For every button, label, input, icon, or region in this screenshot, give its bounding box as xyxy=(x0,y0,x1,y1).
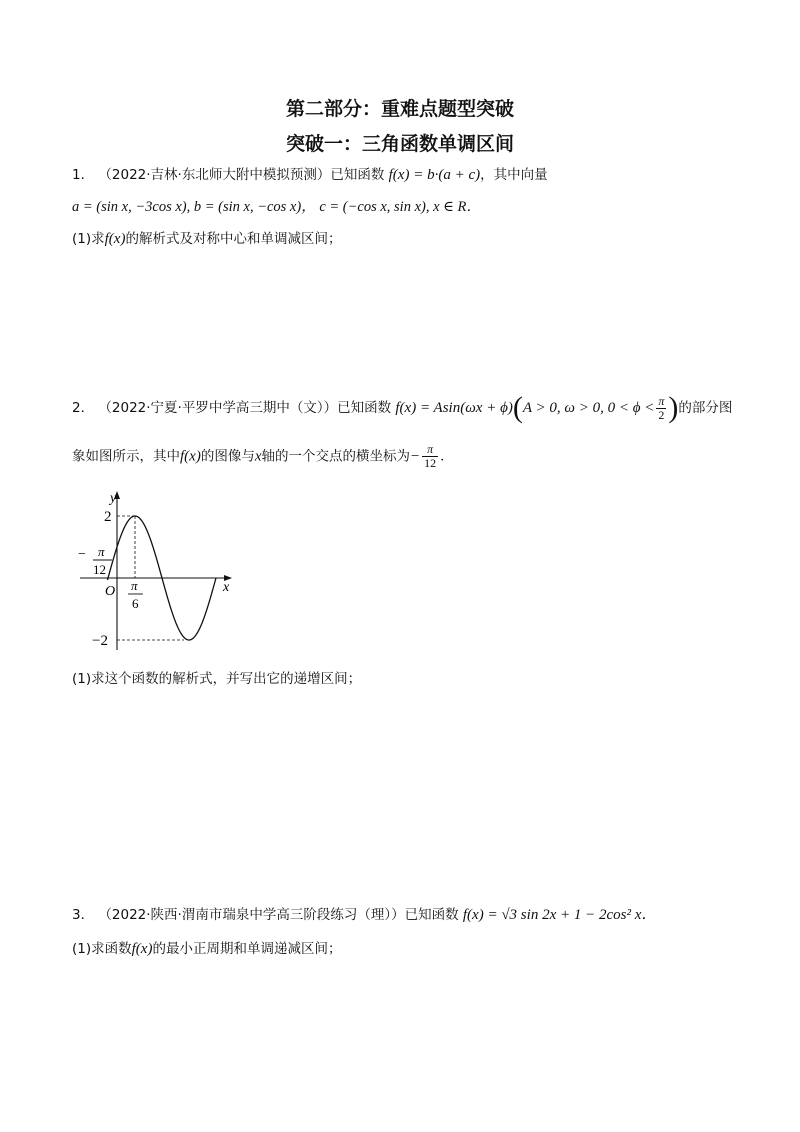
problem-2-line-2 xyxy=(72,443,454,470)
problem-2-text: 已知函数 xyxy=(337,400,392,416)
x-left-sign: − xyxy=(78,547,86,562)
section-title: 突破一：三角函数单调区间 xyxy=(285,133,514,155)
problem-3-number: 3． xyxy=(72,907,95,923)
right-paren-icon: ) xyxy=(668,391,679,424)
y-max-label: 2 xyxy=(104,509,112,525)
pi-over-12-fraction: $\frac{\pi}{12}$ xyxy=(424,442,437,470)
problem-3-line-1 xyxy=(72,903,656,924)
problem-3-text: 已知函数 xyxy=(404,907,459,923)
problem-2-line-1 xyxy=(72,393,732,423)
x-peak-den: 6 xyxy=(132,596,139,611)
problem-3-q1-func: f(x) xyxy=(131,941,153,957)
problem-2-formula: f(x) = Asin(ωx + ϕ) xyxy=(395,400,513,416)
problem-1-text-after: ，其中向量 xyxy=(480,167,548,183)
problem-1-line-1 xyxy=(72,163,548,184)
problem-1-q1-prefix: (1)求 xyxy=(72,231,105,247)
problem-2-condition: A > 0, ω > 0, 0 < ϕ < xyxy=(522,400,655,416)
problem-1-q1-func: f(x) xyxy=(104,231,126,247)
problem-2-line2-c: 轴的一个交点的横坐标为 xyxy=(261,448,410,465)
x-peak-num: π xyxy=(131,578,138,593)
problem-2-zero-sign: − xyxy=(410,448,421,465)
problem-2-line2-x: x xyxy=(254,448,262,465)
problem-1-text: 已知函数 xyxy=(330,167,385,183)
problem-2-line2-b: 的图像与 xyxy=(200,448,255,465)
pi-over-2-fraction: $\frac{\pi}{2}$ xyxy=(658,393,665,422)
problem-3-source: （2022·陕西·渭南市瑞泉中学高三阶段练习（理）） xyxy=(98,907,405,923)
left-paren-icon: ( xyxy=(512,391,523,424)
problem-1-formula: f(x) = b·(a + c) xyxy=(388,167,481,183)
problem-1-source: （2022·吉林·东北师大附中模拟预测） xyxy=(98,167,331,183)
problem-2-question-1: (1)求这个函数的解析式，并写出它的递增区间； xyxy=(72,671,362,687)
x-axis-label: x xyxy=(223,580,230,595)
problem-3-q1-rest: 的最小正周期和单调递减区间； xyxy=(152,941,342,957)
problem-2-line2-func: f(x) xyxy=(180,448,201,465)
problem-1-question-1 xyxy=(72,227,341,248)
problem-3-formula: f(x) = √3 sin 2x + 1 − 2cos² x． xyxy=(462,907,657,923)
problem-2-line2-a: 象如图所示，其中 xyxy=(72,448,180,465)
problem-1-number: 1． xyxy=(72,167,95,183)
page-title: 第二部分：重难点题型突破 xyxy=(285,98,514,120)
problem-3-question-1 xyxy=(72,937,341,958)
problem-2-number: 2． xyxy=(72,400,95,416)
y-axis-label: y xyxy=(110,491,117,506)
problem-3-q1-prefix: (1)求函数 xyxy=(72,941,132,957)
problem-2-text-after: 的部分图 xyxy=(678,400,733,416)
origin-label: O xyxy=(105,584,116,599)
problem-2-source: （2022·宁夏·平罗中学高三期中（文）） xyxy=(98,400,338,416)
y-min-label: −2 xyxy=(92,633,108,649)
x-left-den: 12 xyxy=(93,562,106,577)
sine-graph xyxy=(70,488,250,658)
problem-1-q1-rest: 的解析式及对称中心和单调减区间； xyxy=(125,231,342,247)
x-left-num: π xyxy=(98,544,105,559)
problem-1-vectors: a = (sin x, −3cos x), b = (sin x, −cos x)， c = (−cos x, sin x), x ∈ R． xyxy=(72,199,481,215)
problem-2-zero-end: ． xyxy=(440,448,454,465)
